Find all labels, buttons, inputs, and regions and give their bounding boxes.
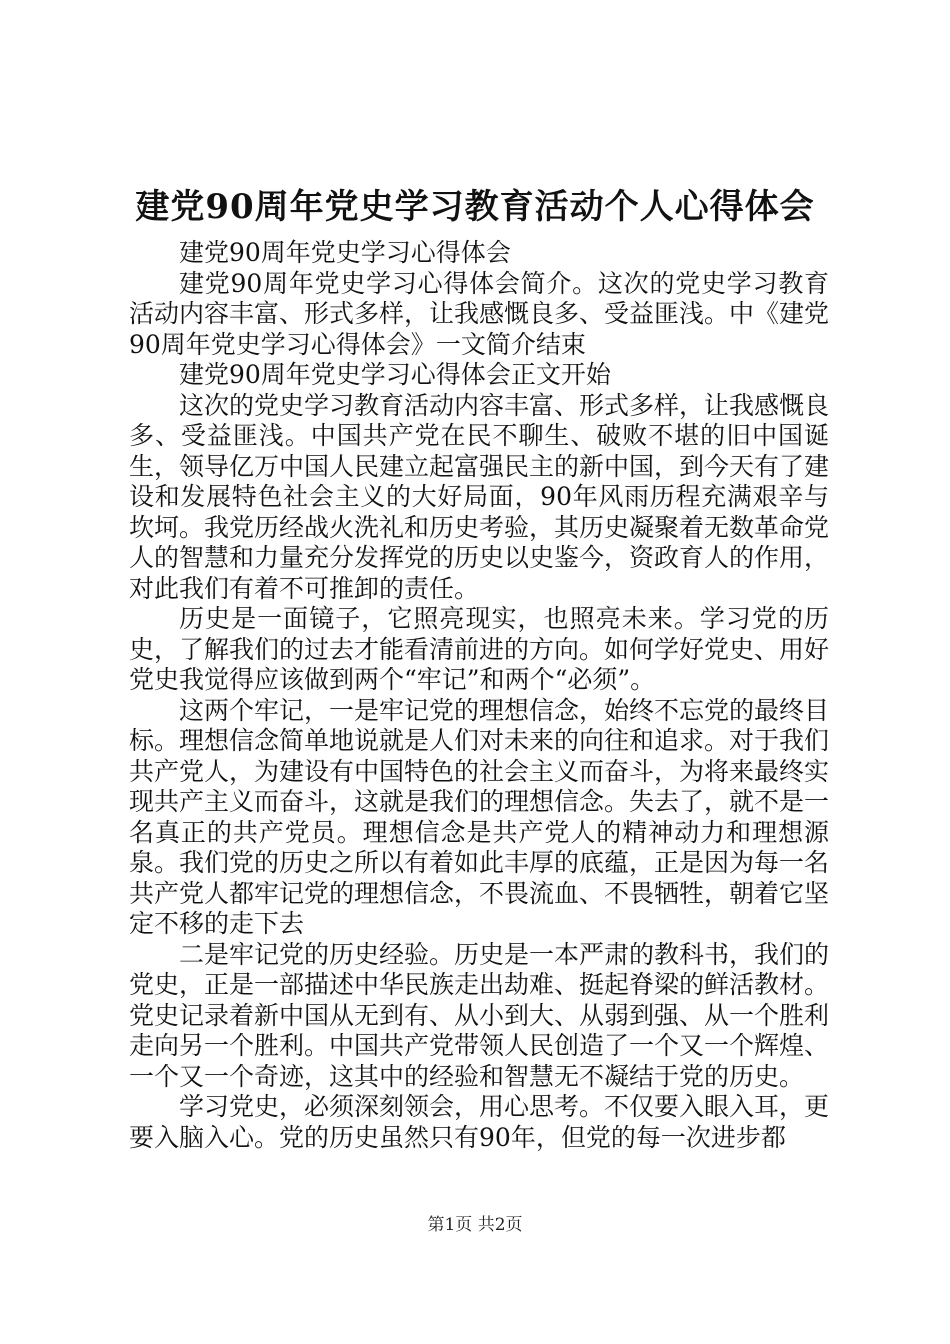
paragraph: 学习党史，必须深刻领会，用心思考。不仅要入眼入耳，更要入脑入心。党的历史虽然只有90年，但党的每一次进步都: [129, 1092, 830, 1152]
page-number-footer: 第1页 共2页: [427, 1215, 523, 1235]
paragraph: 历史是一面镜子，它照亮现实，也照亮未来。学习党的历史，了解我们的过去才能看清前进的方向。如何学好党史、用好党史我觉得应该做到两个“牢记”和两个“必须”。: [129, 604, 830, 694]
paragraph: 建党90周年党史学习心得体会: [179, 238, 511, 267]
paragraph: 建党90周年党史学习心得体会简介。这次的党史学习教育活动内容丰富、形式多样，让我感慨良多、受益匪浅。中《建党90周年党史学习心得体会》一文简介结束: [129, 268, 830, 359]
paragraph: 建党90周年党史学习心得体会正文开始: [179, 360, 611, 389]
paragraph: 这两个牢记，一是牢记党的理想信念，始终不忘党的最终目标。理想信念简单地说就是人们对未来的向往和追求。对于我们共产党人，为建设有中国特色的社会主义而奋斗，为将来最终实现共产主义而奋斗，这就是我们的理想信念。失去了，就不是一名真正的共产党员。理想信念是共产党人的精神动力和理想源泉。我们党的历史之所以有着如此丰厚的底蕴，正是因为每一名共产党人都牢记党的理想信念，不畏流血、不畏牺牲，朝着它坚定不移的走下去: [129, 695, 830, 938]
paragraph: 二是牢记党的历史经验。历史是一本严肃的教科书，我们的党史，正是一部描述中华民族走出劫难、挺起脊梁的鲜活教材。党史记录着新中国从无到有、从小到大、从弱到强、从一个胜利走向另一个胜利。中国共产党带领人民创造了一个又一个辉煌、一个又一个奇迹，这其中的经验和智慧无不凝结于党的历史。: [129, 939, 830, 1091]
paragraph: 这次的党史学习教育活动内容丰富、形式多样，让我感慨良多、受益匪浅。中国共产党在民不聊生、破败不堪的旧中国诞生，领导亿万中国人民建立起富强民主的新中国，到今天有了建设和发展特色社会主义的大好局面，90年风雨历程充满艰辛与坎坷。我党历经战火洗礼和历史考验，其历史凝聚着无数革命党人的智慧和力量充分发挥党的历史以史鉴今，资政育人的作用，对此我们有着不可推卸的责任。: [129, 390, 830, 603]
document-title: 建党90周年党史学习教育活动个人心得体会: [135, 187, 815, 227]
document-body: [129, 238, 829, 1153]
